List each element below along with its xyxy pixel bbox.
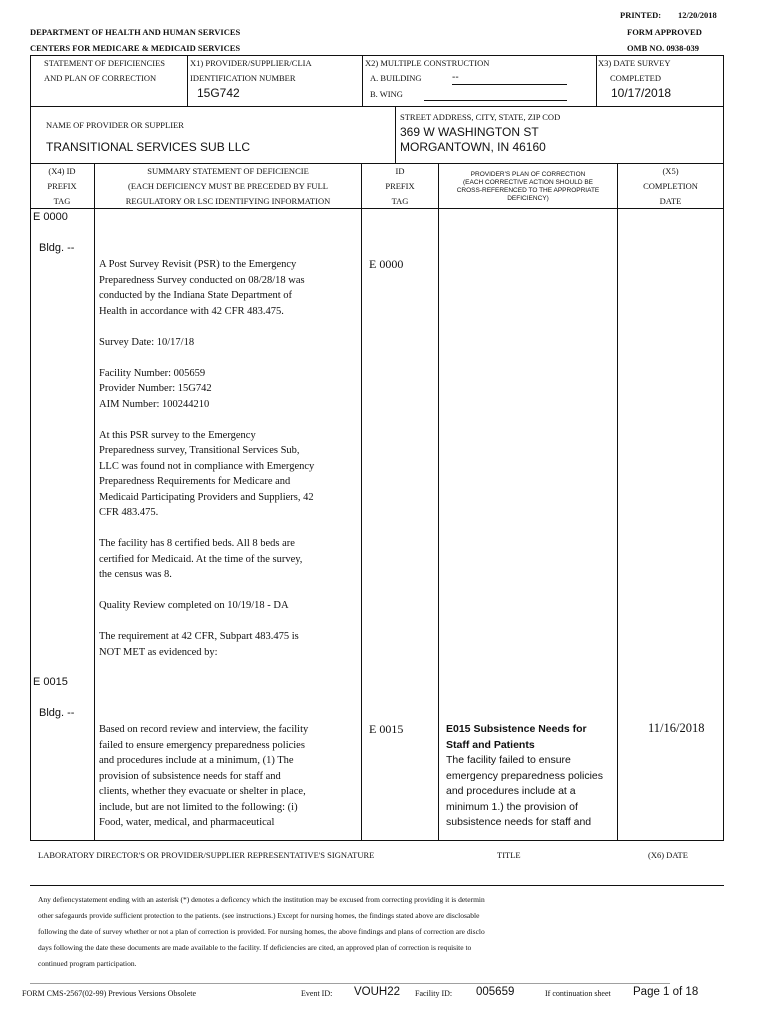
disclaimer-line-4: days following the date these documents are made available to the facility. If deficiencies are cited, an approved plan of correction is requisite to [38,943,472,952]
building-label: A. BUILDING [370,73,422,83]
x1-label-2: IDENTIFICATION NUMBER [190,73,296,83]
e0015-plan-text: The facility failed to ensure emergency preparedness policies and procedures include at a minimum 1.) the provision of subsistence needs for staff and [446,754,604,828]
printed-date: 12/20/2018 [678,10,717,20]
wing-label: B. WING [370,89,403,99]
address-line-2: MORGANTOWN, IN 46160 [400,140,546,154]
x5-header-2: COMPLETION [643,181,698,191]
page-number: Page 1 of 18 [633,986,699,998]
plan-header-3: CROSS-REFERENCED TO THE APPROPRIATE [456,187,600,194]
id-header-1: ID [395,166,405,176]
facility-id-label: Facility ID: [415,989,453,998]
statement-label-2: AND PLAN OF CORRECTION [44,73,157,83]
continuation-label: If continuation sheet [545,989,611,998]
disclaimer [38,892,728,972]
plan-header-1: PROVIDER'S PLAN OF CORRECTION [470,171,586,178]
statement-label-1: STATEMENT OF DEFICIENCIES [44,58,166,68]
form-approved: FORM APPROVED [627,27,702,37]
disclaimer-line-1: Any defiencystatement ending with an asterisk (*) denotes a deficency which the institution may be excused from correcting providing it is determin [38,895,485,904]
summary-header-3: REGULATORY OR LSC IDENTIFYING INFORMATION [125,196,331,206]
centers-title: CENTERS FOR MEDICARE & MEDICAID SERVICES [30,43,241,53]
x3-label-1: X3) DATE SURVEY [598,58,671,68]
x1-label-1: X1) PROVIDER/SUPPLIER/CLIA [190,58,312,68]
event-id-label: Event ID: [301,989,333,998]
survey-date-value: 10/17/2018 [611,86,672,100]
disclaimer-line-3: following the date of survey whether or not a plan of correction is provided. For nursing homes, the above findings and plans of correction are disclo [38,927,485,936]
x5-header-1: (X5) [662,166,679,176]
e0015-plan-title: E015 Subsistence Needs for Staff and Patients [446,723,587,751]
event-id-value: VOUH22 [354,986,401,998]
signature-label: LABORATORY DIRECTOR'S OR PROVIDER/SUPPLIER REPRESENTATIVE'S SIGNATURE [38,850,375,860]
title-label: TITLE [497,850,521,860]
id-header-3: TAG [391,196,409,206]
e0015-tag: E 0015 [33,676,68,688]
e0015-bldg: Bldg. -- [39,707,75,719]
printed-label: PRINTED: [620,10,662,20]
disclaimer-line-2: other safegaurds provide sufficient protection to the patients. (see instructions.) Except for nursing homes, the findings stated above are disclosable [38,911,480,920]
department-title: DEPARTMENT OF HEALTH AND HUMAN SERVICES [30,27,241,37]
e0015-completion-date: 11/16/2018 [648,721,705,735]
address-line-1: 369 W WASHINGTON ST [400,125,539,139]
plan-header-2: (EACH CORRECTIVE ACTION SHOULD BE [462,179,594,186]
x4-header-2: PREFIX [47,181,77,191]
x6-date-label: (X6) DATE [648,850,688,860]
provider-name-value: TRANSITIONAL SERVICES SUB LLC [46,140,251,154]
e0015-id-tag: E 0015 [369,722,404,736]
provider-name-label: NAME OF PROVIDER OR SUPPLIER [46,120,184,130]
x5-header-3: DATE [659,196,682,206]
e0000-summary-text: A Post Survey Revisit (PSR) to the Emergency Preparedness Survey conducted on 08/28/18 was conducted by the Indiana State Department of Health in accordance with 42 CFR 483.475. Survey Date: 10/17/18 Facility Number: 005659 Provider Number: 15G742 AIM Number: 100244210 At this PSR survey to the Emergency Preparedness survey, Transitional Services Sub, LLC was found not in compliance with Emergency Preparedness Requirements for Medicare and Medicaid Participating Providers and Suppliers, 42 CFR 483.475. The facility has 8 certified beds. All 8 beds are certified for Medicaid. At the time of the survey, the census was 8. Quality Review completed on 10/19/18 - DA The requirement at 42 CFR, Subpart 483.475 is NOT MET as evidenced by: [99,259,315,658]
facility-id-value: 005659 [476,986,515,998]
building-value: -- [452,72,459,83]
x3-label-2: COMPLETED [610,73,661,83]
e0000-id-tag: E 0000 [369,257,404,271]
provider-id-value: 15G742 [197,86,240,100]
omb-number: OMB NO. 0938-039 [627,43,700,53]
address-label: STREET ADDRESS, CITY, STATE, ZIP COD [400,112,561,122]
e0015-summary-text: Based on record review and interview, the facility failed to ensure emergency preparedness policies and procedures include at a minimum, (1) The provision of subsistence needs for staff and clients, whether they evacuate or shelter in place, include, but are not limited to the following: (i) Food, water, medical, and pharmaceutical [99,724,309,828]
x4-header-3: TAG [53,196,71,206]
form-number: FORM CMS-2567(02-99) Previous Versions Obsolete [22,989,197,998]
summary-header-1: SUMMARY STATEMENT OF DEFICIENCIE [147,166,309,176]
x4-header-1: (X4) ID [48,166,76,176]
e0000-tag: E 0000 [33,211,68,223]
summary-header-2: (EACH DEFICIENCY MUST BE PRECEDED BY FULL [128,181,328,191]
plan-header-4: DEFICIENCY) [507,195,549,202]
x2-label: X2) MULTIPLE CONSTRUCTION [365,58,490,68]
id-header-2: PREFIX [385,181,415,191]
disclaimer-line-5: continued program participation. [38,959,137,968]
e0000-bldg: Bldg. -- [39,242,75,254]
